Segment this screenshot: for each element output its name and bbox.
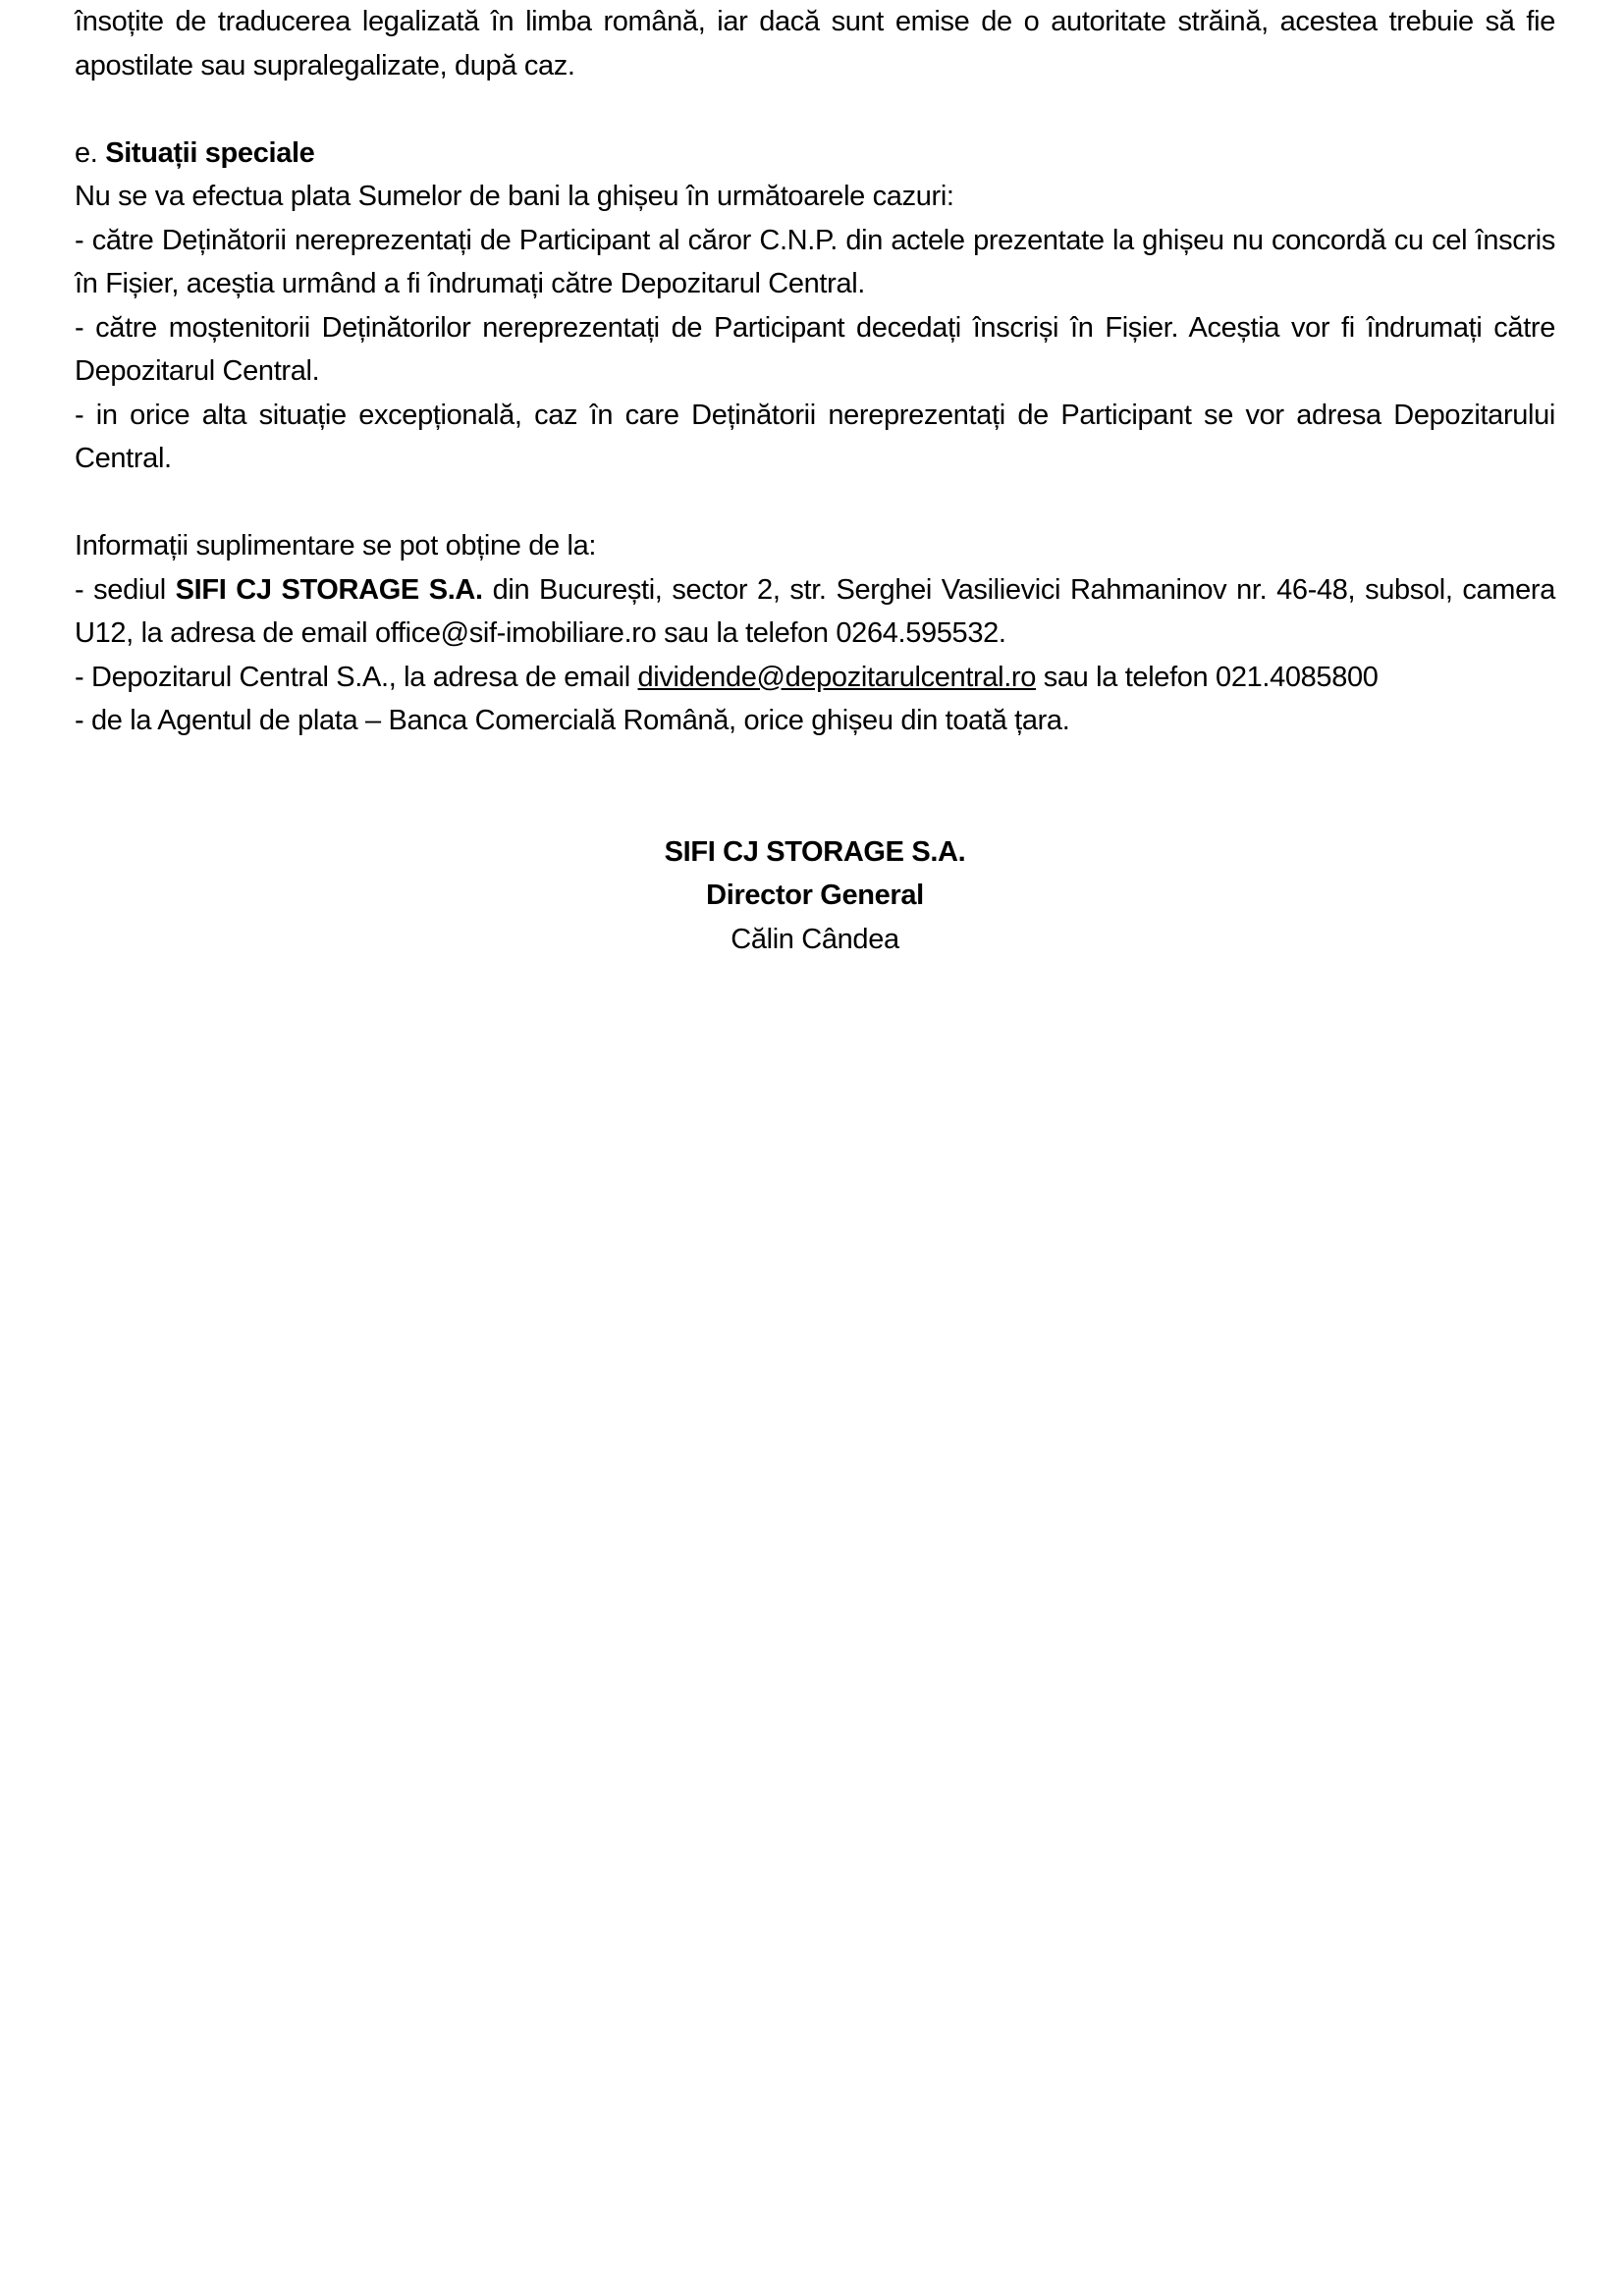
spacer [75, 87, 1555, 132]
section-e-heading [75, 132, 1555, 176]
info-hq-details: din București, sector 2, str. Serghei Vasilievici Rahmaninov nr. 46-48, subsol, camera U12, la adresa de email office@sif-imobiliare.ro sau la telefon 0264.595532. [75, 573, 1555, 649]
signature-company: SIFI CJ STORAGE S.A. [664, 835, 966, 868]
spacer [75, 481, 1555, 525]
depozitar-email-link[interactable]: dividende@depozitarulcentral.ro [637, 661, 1037, 693]
info-depozitar-details: sau la telefon 021.4085800 [1036, 661, 1379, 693]
document-page [75, 0, 1555, 961]
section-e-prefix: e. [75, 136, 106, 169]
intro-paragraph: însoțite de traducerea legalizată în limba română, iar dacă sunt emise de o autoritate străină, acestea trebuie să fie apostilate sau supralegalizate, după caz. [75, 6, 1555, 81]
section-e-item-other: - in orice alta situație excepțională, caz în care Deținătorii nereprezentați de Participant se vor adresa Depozitarului Central. [75, 399, 1555, 474]
info-lead: Informații suplimentare se pot obține de la: [75, 530, 597, 561]
signature-name: Călin Cândea [731, 923, 899, 955]
section-e-item-heirs: - către moștenitorii Deținătorilor nereprezentați de Participant decedați înscriși în Fișier. Aceștia vor fi îndrumați către Depozitarul Central. [75, 311, 1555, 387]
info-item-headquarters [75, 568, 1555, 656]
section-e-title: Situații speciale [105, 136, 315, 169]
signature-role: Director General [706, 880, 924, 911]
spacer [75, 743, 1555, 830]
info-hq-prefix: - sediul [75, 573, 176, 606]
info-item-agent: - de la Agentul de plata – Banca Comercială Română, orice ghișeu din toată țara. [75, 705, 1070, 736]
section-e-item-cnp: - către Deținătorii nereprezentați de Participant al căror C.N.P. din actele prezentate la ghișeu nu concordă cu cel înscris în Fișier, aceștia urmând a fi îndrumați către Depozitarul Central. [75, 224, 1555, 299]
info-item-depozitar [75, 656, 1555, 700]
info-hq-company: SIFI CJ STORAGE S.A. [175, 573, 483, 606]
section-e-lead: Nu se va efectua plata Sumelor de bani la ghișeu în următoarele cazuri: [75, 181, 954, 212]
info-depozitar-prefix: - Depozitarul Central S.A., la adresa de email [75, 661, 638, 693]
signature-block [75, 830, 1555, 962]
